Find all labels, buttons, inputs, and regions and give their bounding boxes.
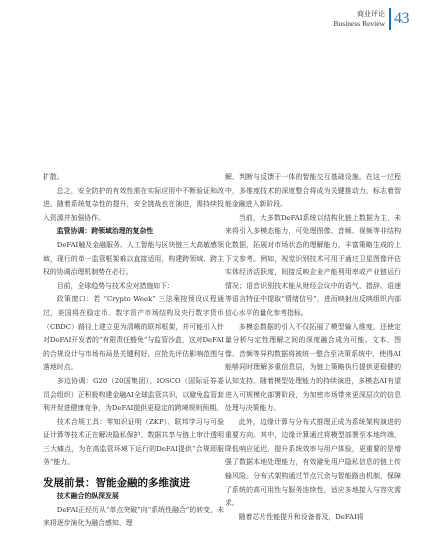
paragraph: 政策窗口：若 “Crypto Week” 三法案按预设议程通过，美国将在稳定币、数字资产市场结构及央行数字货币（CBDC）路径上建立更为清晰的联邦框架，并可能引入针对DeFAI开发者的“有限责任豁免”与监管沙盒，这对DeFAI的合规设计与市场布局是关键利好，应抢先评估影响范围与落地时点。 [43, 295, 224, 372]
paragraph: 总之，安全防护的有效性需在实际应用中不断验证和改进。随着系统复杂性的提升，安全挑战也在演进，需持续投入资源并加强协作。 [43, 186, 224, 222]
paragraph: DeFAI正经历从“单点突破”向“系统性融合”的转变，未来将逐步演化为融合感知、理 [43, 505, 224, 528]
journal-name-en: Business Review [333, 19, 385, 28]
paragraph: 扩散。 [43, 173, 64, 181]
journal-name-cn: 商业评论 [357, 10, 385, 18]
running-header [334, 0, 409, 40]
right-column [225, 171, 401, 524]
paragraph: DeFAI触及金融服务、人工智能与区块链三大高敏感领域，现行的单一监管框架难以直接适用，构建跨领域、跨主权的协调治理机制势在必行。 [43, 240, 224, 277]
paragraph: 目前，全球趋势与技术应对措施如下： [56, 281, 174, 290]
subheading-tech-fusion: 技术融合的纵深发展 [56, 492, 119, 501]
paragraph: 此外，边缘计算与分布式推理正成为系统架构演进的重要方向。其中，边缘计算通过将模型部署至本地终端，降低响应延迟，提升系统效率与用户体验，更重要的是增强了数据本地处理能力，有效避免用户隐私信息的链上传输风险。分布式架构通过节点冗余与智能路由机制，保障了系统的高可用性与服务连续性，适应多地接入与容灾需求。 [225, 417, 401, 508]
subheading-regulatory: 监管协调：跨领域治理的复杂性 [56, 227, 154, 236]
header-text [334, 10, 385, 28]
paragraph: 解、判断与反馈于一体的智能交互基础设施。在这一过程中，多维度技术的深度整合将成为关键推动力，标志着智能金融进入新阶段。 [225, 173, 401, 209]
left-column [43, 171, 224, 531]
paragraph: 多模态数据的引入不仅拓展了模型输入维度，还使定量分析与定性理解之间的深度融合成为可能。文本、图像、音频等异构数据将被统一整合至决策系统中，使得AI能够同时理解多重信息层，为链上策略执行提供更稳健的认知支持。随着模型处理能力的持续演进，多模态AI有望进入可规模化部署阶段，为加密市场带来更深层次的信息处理与决策能力。 [225, 322, 401, 413]
paragraph: 多边协调：G20（20国集团）、IOSCO（国际证券委员会组织）正积极构建金融AI全球监管共识，以避免监管套利并促进健康竞争，为DeFAI提供更稳定的跨境规则预期。 [43, 376, 224, 413]
section-heading: 发展前景：智能金融的多维演进 [43, 477, 190, 490]
paragraph: 随着芯片性能提升和设备普及，DeFAI将 [238, 512, 364, 521]
page-number: 43 [394, 10, 409, 27]
paragraph: 技术合规工具：零知识证明（ZKP）、联邦学习与可验证计算等技术正在解决隐私保护、数据共享与链上审计透明三大痛点，为在高监管环境下运行的DeFAI提供“合规即服务”能力。 [43, 417, 224, 467]
paragraph: 当前，大多数DeFAI系统以结构化链上数据为主，未来将引入多模态能力，可处理图像、音频、视频等非结构化数据，拓展对市场状态的理解能力，丰富策略生成的上下文参考。例如，视觉识别技术可用于通过卫星图像评估实体经济活跃度，间接反映企业产能利用率或产业链运行情况；语音识别技术能从财经会议中的语气、措辞、语速等语言特征中提取“情绪信号”，进而映射出反映组织内部信心水平的量化参考指标。 [225, 213, 401, 317]
header-divider [389, 8, 391, 30]
